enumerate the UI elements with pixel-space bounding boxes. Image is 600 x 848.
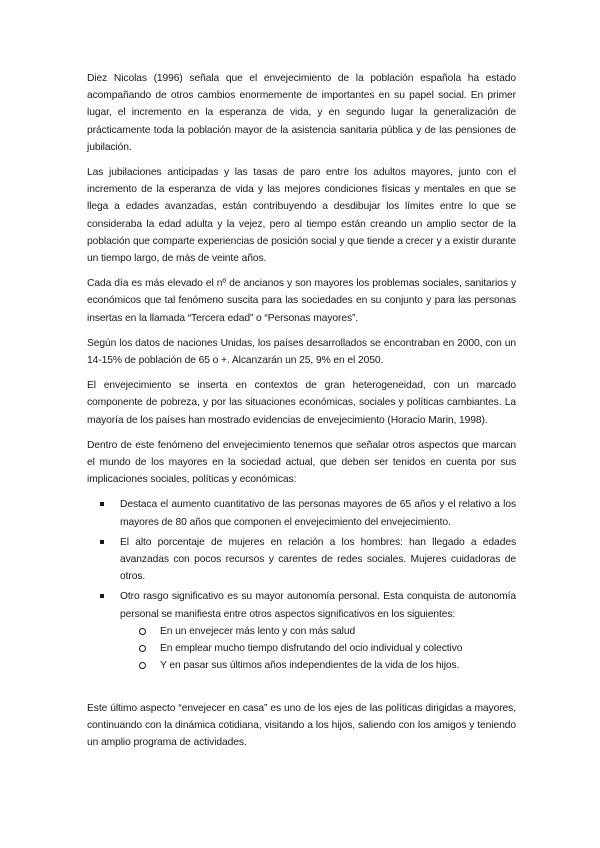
sub-bullet-list (120, 623, 516, 675)
document-page (87, 70, 516, 759)
sub-bullet-item-3: Y en pasar sus últimos años independientes de la vida de los hijos. (160, 657, 516, 674)
paragraph-6: Dentro de este fenómeno del envejecimiento tenemos que señalar otros aspectos que marcan el mundo de los mayores en la sociedad actual, que deben ser tenidos en cuenta por sus implicaciones sociales, políticas y económicas: (87, 439, 516, 486)
paragraph-3: Cada día es más elevado el nº de ancianos y son mayores los problemas sociales, sanitarios y económicos que tal fenómeno suscita para las sociedades en su conjunto y para las personas insertas en la llamada “Tercera edad” o “Personas mayores”. (87, 278, 516, 324)
paragraph-4: Según los datos de naciones Unidas, los países desarrollados se encontraban en 2000, con un 14-15% de población de 65 o +. Alcanzarán un 25, 9% en el 2050. (87, 337, 516, 367)
paragraph-5: El envejecimiento se inserta en contextos de gran heterogeneidad, con un marcado componente de pobreza, y por las situaciones económicas, sociales y políticas cambiantes. La mayoría de los países han mostrado evidencias de envejecimiento (Horacio Marin, 1998). (87, 380, 516, 426)
paragraph-1: Diez Nicolas (1996) señala que el envejecimiento de la población española ha estado acompañando de otros cambios enormemente de importantes en su papel social. En primer lugar, el incremento en la esperanza de vida, y en segundo lugar la generalización de prácticamente toda la población mayor de la asistencia sanitaria pública y de las pensiones de jubilación. (87, 73, 516, 153)
sub-bullet-item-1: En un envejecer más lento y con más salud (160, 623, 516, 640)
bullet-item-2: El alto porcentaje de mujeres en relación a los hombres: han llegado a edades avanzadas con pocos recursos y carentes de redes sociales. Mujeres cuidadoras de otros. (120, 534, 516, 586)
paragraph-2: Las jubilaciones anticipadas y las tasas de paro entre los adultos mayores, junto con el incremento de la esperanza de vida y las mejores condiciones físicas y mentales en que se llega a edades avanzadas, están contribuyendo a desdibujar los límites entre lo que se consideraba la edad adulta y la vejez, pero al tiempo están creando un amplio sector de la población que comparte experiencias de posición social y que tiende a crecer y a existir durante un tiempo largo, de más de veinte años. (87, 167, 516, 265)
bullet-item-3 (120, 588, 516, 674)
sub-bullet-item-2: En emplear mucho tiempo disfrutando del ocio individual y colectivo (160, 640, 516, 657)
bullet-list (87, 496, 516, 674)
blank-line (87, 681, 516, 700)
bullet-item-1: Destaca el aumento cuantitativo de las personas mayores de 65 años y el relativo a los mayores de 80 años que componen el envejecimiento del envejecimiento. (120, 496, 516, 530)
bullet-item-3-text: Otro rasgo significativo es su mayor autonomía personal. Esta conquista de autonomía personal se manifiesta entre otros aspectos significativos en los siguientes: (120, 591, 516, 620)
closing-paragraph: Este último aspecto “envejecer en casa” es uno de los ejes de las políticas dirigidas a mayores, continuando con la dinámica cotidiana, visitando a los hijos, saliendo con los amigos y teniendo un amplio programa de actividades. (87, 702, 516, 748)
